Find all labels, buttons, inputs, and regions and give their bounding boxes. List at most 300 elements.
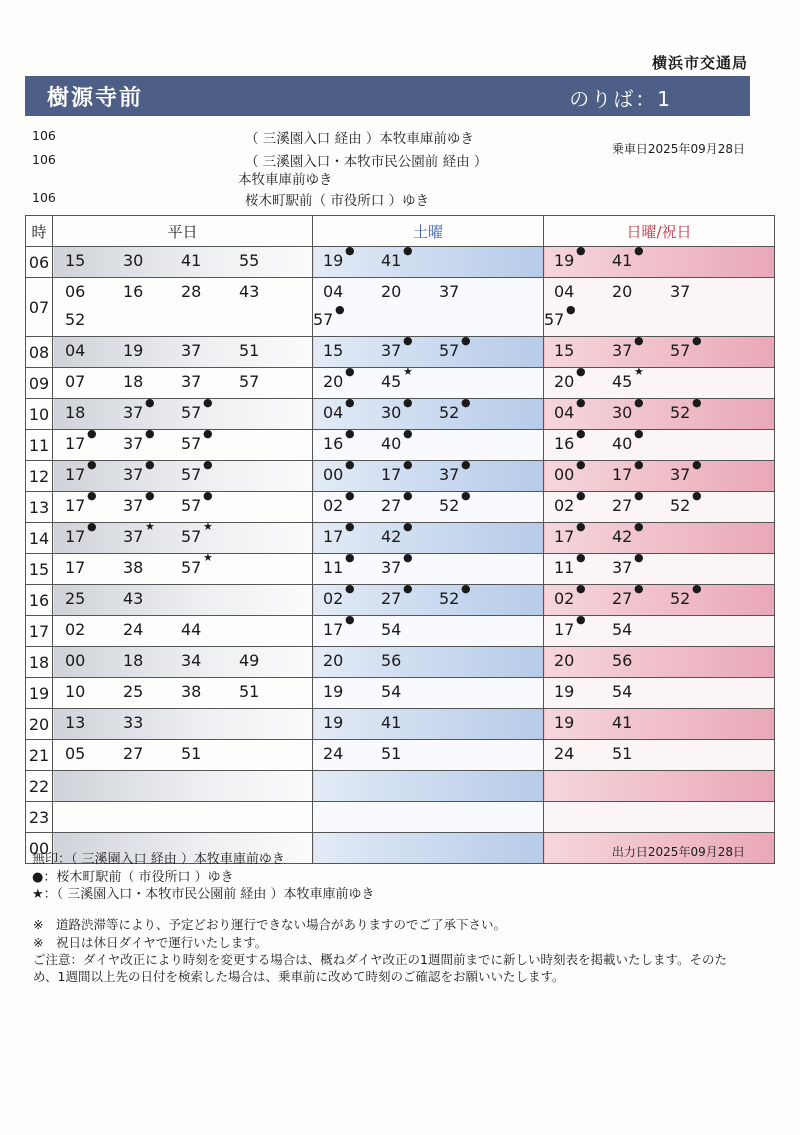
- note-delay: ※ 道路渋滞等により、予定どおり運行できない場合がありますのでご了承下さい。: [33, 917, 506, 932]
- route-destination: （ 三溪園入口・本牧市民公園前 経由 ）: [245, 154, 488, 170]
- departure-minute: 52 ●: [670, 489, 702, 515]
- departure-minute: 17 ●: [554, 520, 586, 546]
- departure-minute: 02 ●: [554, 582, 586, 608]
- departure-minute: 45 ★: [612, 365, 644, 391]
- timetable-row: [26, 740, 775, 771]
- note-holiday: ※ 祝日は休日ダイヤで運行いたします。: [33, 935, 268, 950]
- saturday-times: [313, 396, 544, 430]
- departure-minute: 02 ●: [554, 489, 586, 515]
- departure-minute: 57 ●: [181, 489, 213, 515]
- dot-marker: ●: [203, 396, 213, 409]
- departure-minute: 20: [323, 651, 344, 670]
- departure-minute: 16: [123, 282, 144, 301]
- departure-minute: 25: [65, 589, 86, 608]
- weekday-times: [53, 278, 313, 337]
- hour-cell: 22: [26, 771, 53, 802]
- departure-minute: 55: [239, 251, 260, 270]
- departure-minute: 37 ★: [123, 520, 155, 546]
- dot-marker: ●: [576, 365, 586, 378]
- departure-minute: 37 ●: [612, 551, 644, 577]
- departure-minute: 49: [239, 651, 260, 670]
- holiday-times: [544, 520, 775, 554]
- hour-cell: 07: [26, 278, 53, 337]
- departure-minute: 52 ●: [670, 396, 702, 422]
- holiday-times: [544, 396, 775, 430]
- saturday-times: [313, 244, 544, 278]
- hour-cell: 18: [26, 647, 53, 678]
- departure-minute: 20: [554, 651, 575, 670]
- saturday-times: [313, 647, 544, 678]
- departure-minute: 19: [554, 682, 575, 701]
- departure-minute: 04: [323, 282, 344, 301]
- timetable-row: [26, 492, 775, 523]
- holiday-times: [544, 678, 775, 709]
- holiday-times: [544, 458, 775, 492]
- departure-minute: 57 ●: [670, 334, 702, 360]
- departure-minute: 16 ●: [323, 427, 355, 453]
- dot-marker: ●: [203, 489, 213, 502]
- holiday-times: [544, 647, 775, 678]
- holiday-times: [544, 365, 775, 399]
- departure-minute: 00 ●: [323, 458, 355, 484]
- dot-marker: ●: [345, 244, 355, 257]
- weekday-times: [53, 616, 313, 647]
- platform-label: のりば：1: [569, 87, 672, 111]
- route-destination: （ 三溪園入口 経由 ）本牧車庫前ゆき: [245, 131, 474, 147]
- timetable-row: [26, 461, 775, 492]
- departure-minute: 40 ●: [381, 427, 413, 453]
- departure-minute: 07: [65, 372, 86, 391]
- dot-marker: ●: [345, 458, 355, 471]
- departure-minute: 51: [381, 744, 402, 763]
- timetable-row: [26, 278, 775, 337]
- departure-minute: 05: [65, 744, 86, 763]
- departure-minute: 02 ●: [323, 489, 355, 515]
- dot-marker: ●: [576, 613, 586, 626]
- dot-marker: ●: [634, 551, 644, 564]
- dot-marker: ●: [403, 244, 413, 257]
- saturday-times: [313, 365, 544, 399]
- dot-marker: ●: [634, 334, 644, 347]
- weekday-times: [53, 458, 313, 492]
- dot-marker: ●: [403, 427, 413, 440]
- weekday-header: 平日: [53, 216, 313, 247]
- dot-marker: ●: [345, 613, 355, 626]
- departure-minute: 37 ●: [123, 396, 155, 422]
- departure-minute: 19 ●: [323, 244, 355, 270]
- departure-minute: 52 ●: [439, 396, 471, 422]
- saturday-times: [313, 489, 544, 523]
- dot-marker: ●: [576, 396, 586, 409]
- legend-star: ★：（ 三溪園入口・本牧市民公園前 経由 ）本牧車庫前ゆき: [32, 887, 375, 902]
- holiday-times: [544, 427, 775, 461]
- hour-cell: 21: [26, 740, 53, 771]
- departure-minute: 42 ●: [612, 520, 644, 546]
- weekday-times: [53, 247, 313, 278]
- saturday-times: [313, 802, 544, 833]
- departure-minute: 16 ●: [554, 427, 586, 453]
- holiday-header: 日曜/祝日: [544, 216, 775, 247]
- holiday-times: [544, 489, 775, 523]
- departure-minute: 57 ★: [181, 520, 213, 546]
- departure-minute: 11 ●: [554, 551, 586, 577]
- departure-minute: 04 ●: [554, 396, 586, 422]
- departure-minute: 37: [439, 282, 460, 301]
- departure-minute: 15: [323, 341, 344, 360]
- departure-minute: 56: [381, 651, 402, 670]
- weekday-times: [53, 368, 313, 399]
- departure-minute: 11 ●: [323, 551, 355, 577]
- holiday-times: [544, 740, 775, 771]
- ride-date: 乗車日2025年09月28日: [611, 142, 745, 156]
- dot-marker: ●: [692, 582, 702, 595]
- hour-cell: 09: [26, 368, 53, 399]
- star-marker: ★: [203, 520, 213, 533]
- saturday-times: [313, 613, 544, 647]
- dot-marker: ●: [634, 489, 644, 502]
- dot-marker: ●: [576, 458, 586, 471]
- departure-minute: 52 ●: [439, 582, 471, 608]
- departure-minute: 40 ●: [612, 427, 644, 453]
- departure-minute: 43: [239, 282, 260, 301]
- route-destination: 桜木町駅前（ 市役所口 ）ゆき: [245, 193, 430, 209]
- star-marker: ★: [203, 551, 213, 564]
- star-marker: ★: [145, 520, 155, 533]
- departure-minute: 37 ●: [381, 551, 413, 577]
- dot-marker: ●: [145, 427, 155, 440]
- hour-cell: 12: [26, 461, 53, 492]
- departure-minute: 30 ●: [381, 396, 413, 422]
- dot-marker: ●: [345, 365, 355, 378]
- dot-marker: ●: [461, 334, 471, 347]
- departure-minute: 04: [554, 282, 575, 301]
- dot-marker: ●: [403, 520, 413, 533]
- dot-marker: ●: [692, 396, 702, 409]
- dot-marker: ●: [145, 396, 155, 409]
- departure-minute: 19: [323, 713, 344, 732]
- departure-minute: 30: [123, 251, 144, 270]
- dot-marker: ●: [87, 489, 97, 502]
- timetable-row: [26, 523, 775, 554]
- departure-minute: 37 ●: [381, 334, 413, 360]
- weekday-times: [53, 740, 313, 771]
- departure-minute: 54: [612, 682, 633, 701]
- dot-marker: ●: [461, 582, 471, 595]
- dot-marker: ●: [692, 334, 702, 347]
- departure-minute: 57 ●: [544, 303, 576, 329]
- departure-minute: 54: [612, 620, 633, 639]
- departure-minute: 34: [181, 651, 202, 670]
- departure-minute: 02 ●: [323, 582, 355, 608]
- departure-minute: 51: [612, 744, 633, 763]
- departure-minute: 06: [65, 282, 86, 301]
- timetable-row: [26, 647, 775, 678]
- departure-minute: 44: [181, 620, 202, 639]
- departure-minute: 27 ●: [381, 489, 413, 515]
- dot-marker: ●: [345, 396, 355, 409]
- departure-minute: 51: [239, 682, 260, 701]
- weekday-times: [53, 427, 313, 461]
- departure-minute: 00: [65, 651, 86, 670]
- weekday-times: [53, 771, 313, 802]
- departure-minute: 17 ●: [381, 458, 413, 484]
- departure-minute: 37 ●: [612, 334, 644, 360]
- departure-minute: 27 ●: [612, 489, 644, 515]
- star-marker: ★: [403, 365, 413, 378]
- dot-marker: ●: [403, 458, 413, 471]
- dot-marker: ●: [87, 458, 97, 471]
- saturday-header: 土曜: [313, 216, 544, 247]
- holiday-times: [544, 278, 775, 337]
- dot-marker: ●: [634, 520, 644, 533]
- departure-minute: 37 ●: [123, 489, 155, 515]
- hour-cell: 19: [26, 678, 53, 709]
- departure-minute: 27: [123, 744, 144, 763]
- departure-minute: 57 ●: [313, 303, 345, 329]
- departure-minute: 24: [554, 744, 575, 763]
- hour-cell: 00: [26, 833, 53, 864]
- route-number: 106: [32, 190, 56, 205]
- weekday-times: [53, 551, 313, 585]
- hour-cell: 14: [26, 523, 53, 554]
- holiday-times: [544, 613, 775, 647]
- route-number: 106: [32, 152, 56, 167]
- hour-cell: 10: [26, 399, 53, 430]
- timetable-row: [26, 430, 775, 461]
- departure-minute: 38: [123, 558, 144, 577]
- dot-marker: ●: [403, 489, 413, 502]
- timetable-row: [26, 554, 775, 585]
- weekday-times: [53, 337, 313, 368]
- legend-dot: ●：桜木町駅前（ 市役所口 ）ゆき: [32, 870, 234, 885]
- timetable-row: [26, 399, 775, 430]
- holiday-times: [544, 551, 775, 585]
- departure-minute: 57 ●: [181, 396, 213, 422]
- departure-minute: 18: [123, 372, 144, 391]
- timetable-row: [26, 771, 775, 802]
- departure-minute: 17 ●: [323, 613, 355, 639]
- holiday-times: [544, 709, 775, 740]
- departure-minute: 28: [181, 282, 202, 301]
- dot-marker: ●: [203, 458, 213, 471]
- saturday-times: [313, 709, 544, 740]
- departure-minute: 15: [554, 341, 575, 360]
- weekday-times: [53, 647, 313, 678]
- departure-minute: 24: [323, 744, 344, 763]
- dot-marker: ●: [576, 244, 586, 257]
- dot-marker: ●: [145, 458, 155, 471]
- saturday-times: [313, 278, 544, 337]
- saturday-times: [313, 520, 544, 554]
- departure-minute: 13: [65, 713, 86, 732]
- legend-plain: 無印：（ 三溪園入口 経由 ）本牧車庫前ゆき: [32, 852, 285, 867]
- departure-minute: 19: [123, 341, 144, 360]
- departure-minute: 17 ●: [65, 489, 97, 515]
- departure-minute: 52 ●: [439, 489, 471, 515]
- dot-marker: ●: [566, 303, 576, 316]
- saturday-times: [313, 771, 544, 802]
- departure-minute: 57 ★: [181, 551, 213, 577]
- operator-name: 横浜市交通局: [651, 54, 748, 72]
- weekday-times: [53, 678, 313, 709]
- dot-marker: ●: [634, 582, 644, 595]
- departure-minute: 17: [65, 558, 86, 577]
- departure-minute: 37: [181, 372, 202, 391]
- departure-minute: 19: [554, 713, 575, 732]
- dot-marker: ●: [403, 396, 413, 409]
- timetable-row: [26, 247, 775, 278]
- departure-minute: 04: [65, 341, 86, 360]
- weekday-times: [53, 709, 313, 740]
- departure-minute: 57: [239, 372, 260, 391]
- stop-banner: [25, 76, 750, 116]
- dot-marker: ●: [576, 551, 586, 564]
- dot-marker: ●: [87, 520, 97, 533]
- departure-minute: 51: [239, 341, 260, 360]
- dot-marker: ●: [692, 489, 702, 502]
- dot-marker: ●: [634, 458, 644, 471]
- departure-minute: 57 ●: [439, 334, 471, 360]
- departure-minute: 37 ●: [439, 458, 471, 484]
- dot-marker: ●: [145, 489, 155, 502]
- departure-minute: 42 ●: [381, 520, 413, 546]
- dot-marker: ●: [634, 427, 644, 440]
- holiday-times: [544, 771, 775, 802]
- star-marker: ★: [634, 365, 644, 378]
- route-destination-continued: 本牧車庫前ゆき: [238, 172, 333, 188]
- saturday-times: [313, 833, 544, 864]
- weekday-times: [53, 489, 313, 523]
- saturday-times: [313, 334, 544, 368]
- departure-minute: 41 ●: [612, 244, 644, 270]
- departure-minute: 17 ●: [612, 458, 644, 484]
- timetable: [25, 215, 775, 864]
- dot-marker: ●: [576, 520, 586, 533]
- dot-marker: ●: [461, 396, 471, 409]
- dot-marker: ●: [634, 244, 644, 257]
- holiday-times: [544, 802, 775, 833]
- departure-minute: 41: [381, 713, 402, 732]
- departure-minute: 20 ●: [554, 365, 586, 391]
- route-number: 106: [32, 128, 56, 143]
- departure-minute: 37 ●: [123, 458, 155, 484]
- departure-minute: 57 ●: [181, 458, 213, 484]
- saturday-times: [313, 458, 544, 492]
- departure-minute: 37: [670, 282, 691, 301]
- departure-minute: 02: [65, 620, 86, 639]
- dot-marker: ●: [345, 427, 355, 440]
- weekday-times: [53, 802, 313, 833]
- departure-minute: 52 ●: [670, 582, 702, 608]
- hour-cell: 20: [26, 709, 53, 740]
- saturday-times: [313, 427, 544, 461]
- saturday-times: [313, 740, 544, 771]
- dot-marker: ●: [335, 303, 345, 316]
- departure-minute: 17 ●: [65, 458, 97, 484]
- weekday-times: [53, 520, 313, 554]
- holiday-times: [544, 334, 775, 368]
- hour-cell: 17: [26, 616, 53, 647]
- departure-minute: 27 ●: [381, 582, 413, 608]
- hour-cell: 16: [26, 585, 53, 616]
- departure-minute: 52: [65, 310, 86, 329]
- saturday-times: [313, 551, 544, 585]
- hour-header: 時: [26, 216, 53, 247]
- departure-minute: 27 ●: [612, 582, 644, 608]
- dot-marker: ●: [692, 458, 702, 471]
- departure-minute: 19: [323, 682, 344, 701]
- saturday-times: [313, 582, 544, 616]
- output-date: 出力日2025年09月28日: [611, 845, 745, 859]
- dot-marker: ●: [345, 551, 355, 564]
- dot-marker: ●: [461, 489, 471, 502]
- note-revision: ご注意：ダイヤ改正により時刻を変更する場合は、概ねダイヤ改正の1週間前までに新しい時刻表を掲載いたします。そのため、1週間以上先の日付を検索した場合は、乗車前に改めて時刻のご確認をお願いいたします。: [33, 952, 727, 984]
- departure-minute: 20: [381, 282, 402, 301]
- dot-marker: ●: [461, 458, 471, 471]
- departure-minute: 57 ●: [181, 427, 213, 453]
- dot-marker: ●: [576, 427, 586, 440]
- dot-marker: ●: [403, 551, 413, 564]
- departure-minute: 41: [612, 713, 633, 732]
- holiday-times: [544, 582, 775, 616]
- departure-minute: 38: [181, 682, 202, 701]
- departure-minute: 17 ●: [323, 520, 355, 546]
- departure-minute: 56: [612, 651, 633, 670]
- dot-marker: ●: [634, 396, 644, 409]
- departure-minute: 24: [123, 620, 144, 639]
- departure-minute: 33: [123, 713, 144, 732]
- dot-marker: ●: [576, 489, 586, 502]
- departure-minute: 20 ●: [323, 365, 355, 391]
- hour-cell: 06: [26, 247, 53, 278]
- hour-cell: 23: [26, 802, 53, 833]
- departure-minute: 18: [65, 403, 86, 422]
- holiday-times: [544, 244, 775, 278]
- departure-minute: 43: [123, 589, 144, 608]
- timetable-row: [26, 802, 775, 833]
- hour-cell: 15: [26, 554, 53, 585]
- departure-minute: 54: [381, 620, 402, 639]
- dot-marker: ●: [403, 582, 413, 595]
- departure-minute: 04 ●: [323, 396, 355, 422]
- departure-minute: 37 ●: [123, 427, 155, 453]
- departure-minute: 41 ●: [381, 244, 413, 270]
- timetable-row: [26, 616, 775, 647]
- departure-minute: 20: [612, 282, 633, 301]
- departure-minute: 17 ●: [65, 520, 97, 546]
- hour-cell: 11: [26, 430, 53, 461]
- departure-minute: 51: [181, 744, 202, 763]
- dot-marker: ●: [403, 334, 413, 347]
- departure-minute: 15: [65, 251, 86, 270]
- hour-cell: 13: [26, 492, 53, 523]
- dot-marker: ●: [203, 427, 213, 440]
- dot-marker: ●: [345, 489, 355, 502]
- weekday-times: [53, 585, 313, 616]
- saturday-times: [313, 678, 544, 709]
- timetable-row: [26, 678, 775, 709]
- dot-marker: ●: [576, 582, 586, 595]
- departure-minute: 25: [123, 682, 144, 701]
- departure-minute: 54: [381, 682, 402, 701]
- dot-marker: ●: [345, 582, 355, 595]
- departure-minute: 17 ●: [65, 427, 97, 453]
- weekday-times: [53, 396, 313, 430]
- departure-minute: 18: [123, 651, 144, 670]
- departure-minute: 30 ●: [612, 396, 644, 422]
- departure-minute: 17 ●: [554, 613, 586, 639]
- timetable-row: [26, 368, 775, 399]
